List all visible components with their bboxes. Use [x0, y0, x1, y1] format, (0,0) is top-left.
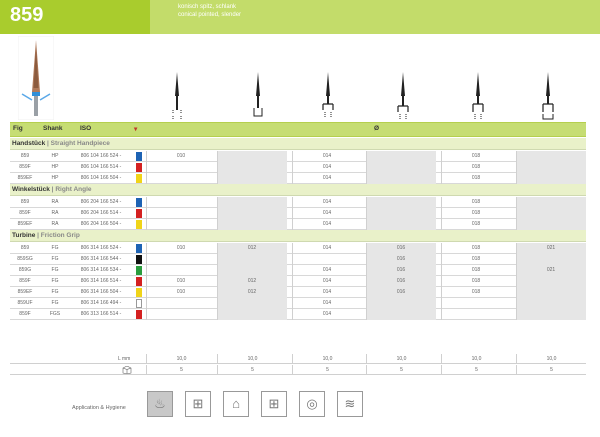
iso-cell: 806 314 166 514 - — [80, 278, 122, 284]
size-cell — [217, 197, 287, 208]
size-value: 014 — [322, 199, 332, 205]
size-value: 014 — [322, 175, 332, 181]
package-icon — [122, 366, 132, 374]
size-cell — [516, 254, 586, 265]
size-cell — [146, 208, 216, 219]
iso-cell: 806 204 166 514 - — [80, 210, 122, 216]
size-value: 018 — [471, 164, 481, 170]
ultrasonic-glyph: ≋ — [344, 396, 356, 411]
size-value: 010 — [176, 278, 186, 284]
color-code-bar — [136, 220, 142, 229]
size-cell — [516, 208, 586, 219]
application-hygiene-label: Application & Hygiene — [72, 405, 126, 411]
iso-cell: 806 104 166 514 - — [80, 164, 122, 170]
instrument-images — [0, 34, 600, 122]
pack-value: 5 — [217, 365, 287, 375]
size-cell — [516, 298, 586, 309]
size-cell — [146, 197, 216, 208]
size-value: 012 — [247, 289, 257, 295]
size-value: 018 — [471, 278, 481, 284]
size-cell — [146, 162, 216, 173]
length-value: 10,0 — [441, 354, 511, 364]
fig-cell: 859G — [18, 267, 32, 273]
section-title: Turbine — [12, 232, 36, 239]
size-value: 010 — [176, 289, 186, 295]
iso-cell: 806 104 166 524 - — [80, 153, 122, 159]
size-cell — [217, 208, 287, 219]
size-cell — [217, 162, 287, 173]
section-subtitle: Friction Grip — [40, 232, 80, 239]
size-cell — [516, 173, 586, 184]
size-cell — [217, 254, 287, 265]
size-cell — [366, 162, 436, 173]
col-shank: Shank — [43, 125, 63, 132]
size-cell — [146, 298, 216, 309]
shank-cell: FG — [51, 278, 59, 284]
product-number: 859 — [10, 4, 44, 26]
pack-value: 5 — [441, 365, 511, 375]
color-code-bar — [136, 163, 142, 172]
size-cell — [217, 309, 287, 320]
section-separator: | — [35, 232, 41, 239]
shank-cell: FG — [51, 289, 59, 295]
color-code-bar — [136, 198, 142, 207]
description-en: conical pointed, slender — [178, 12, 242, 18]
section-title: Winkelstück — [12, 186, 50, 193]
section-header — [10, 184, 586, 196]
shank-cell: RA — [51, 221, 59, 227]
description-de: konisch spitz, schlank — [178, 4, 237, 10]
size-value: 012 — [247, 278, 257, 284]
size-value: 016 — [396, 289, 406, 295]
pack-value: 5 — [366, 365, 436, 375]
bur-silhouette-010-icon — [170, 72, 184, 120]
size-cell — [366, 309, 436, 320]
size-value: 014 — [322, 278, 332, 284]
col-fig: Fig — [13, 125, 23, 132]
size-value: 018 — [471, 289, 481, 295]
fig-cell: 859SG — [17, 256, 33, 262]
size-cell — [516, 219, 586, 230]
size-cell — [366, 208, 436, 219]
size-cell — [441, 298, 511, 309]
size-value: 021 — [546, 245, 556, 251]
table-row — [10, 254, 586, 265]
size-cell — [217, 298, 287, 309]
iso-cell: 806 204 166 524 - — [80, 199, 122, 205]
bur-silhouette-018-icon — [471, 72, 485, 120]
size-cell — [217, 265, 287, 276]
bur-silhouette-014-icon — [321, 72, 335, 120]
color-code-bar — [136, 299, 142, 308]
size-cell — [217, 173, 287, 184]
color-code-bar — [136, 152, 142, 161]
size-value: 014 — [322, 210, 332, 216]
fig-cell: 859EF — [17, 221, 33, 227]
size-cell — [217, 151, 287, 162]
product-number-banner — [0, 0, 150, 34]
color-code-bar — [136, 310, 142, 319]
length-row — [10, 354, 586, 364]
size-value: 012 — [247, 245, 257, 251]
size-value: 010 — [176, 245, 186, 251]
fig-cell: 859F — [19, 164, 31, 170]
bur-silhouette-016-icon — [396, 72, 410, 120]
size-cell — [516, 197, 586, 208]
cleaning-bath-glyph: ◎ — [306, 396, 318, 411]
table-row — [10, 287, 586, 298]
iso-cell: 806 314 166 534 - — [80, 267, 122, 273]
table-row — [10, 243, 586, 254]
table-row — [10, 197, 586, 208]
ultrasonic-icon — [337, 391, 363, 417]
table-row — [10, 309, 586, 320]
size-cell — [366, 173, 436, 184]
table-row — [10, 298, 586, 309]
pack-value: 5 — [516, 365, 586, 375]
color-code-bar — [136, 244, 142, 253]
fig-cell: 859F — [19, 311, 31, 317]
size-value: 018 — [471, 256, 481, 262]
shank-cell: FG — [51, 245, 59, 251]
size-cell — [516, 287, 586, 298]
size-cell — [146, 265, 216, 276]
iso-cell: 806 314 166 494 - — [80, 300, 122, 306]
color-code-bar — [136, 209, 142, 218]
section-separator: | — [49, 186, 56, 193]
size-cell — [146, 219, 216, 230]
size-cell — [516, 276, 586, 287]
fig-cell: 859 — [20, 245, 30, 251]
section-header — [10, 138, 586, 150]
shank-cell: RA — [51, 210, 59, 216]
size-cell — [441, 309, 511, 320]
application-glyph: ♨ — [154, 396, 166, 411]
bur-silhouette-021-icon — [541, 72, 555, 120]
sterilizer-icon — [223, 391, 249, 417]
cleaning-bath-icon — [299, 391, 325, 417]
length-value: 10,0 — [292, 354, 362, 364]
fig-cell: 859UF — [17, 300, 33, 306]
length-value: 10,0 — [366, 354, 436, 364]
color-code-bar — [136, 174, 142, 183]
bur-silhouette-012-icon — [251, 72, 265, 120]
thermo-disinfector-glyph: ⊞ — [268, 396, 280, 411]
iso-cell: 806 313 166 514 - — [80, 311, 122, 317]
col-iso: ISO — [80, 125, 92, 132]
size-value: 018 — [471, 199, 481, 205]
shank-cell: FG — [51, 267, 59, 273]
length-value: 10,0 — [146, 354, 216, 364]
shank-cell: HP — [51, 164, 59, 170]
section-subtitle: Right Angle — [55, 186, 92, 193]
size-value: 016 — [396, 267, 406, 273]
pack-value: 5 — [292, 365, 362, 375]
color-code-icon: ▾ — [134, 126, 138, 133]
column-header-row — [10, 122, 586, 137]
table-row — [10, 173, 586, 184]
application-icon — [147, 391, 173, 417]
size-value: 018 — [471, 175, 481, 181]
size-value: 014 — [322, 153, 332, 159]
size-value: 014 — [322, 245, 332, 251]
size-value: 014 — [322, 311, 332, 317]
size-cell — [146, 254, 216, 265]
product-description-banner — [150, 0, 600, 34]
fig-cell: 859EF — [17, 289, 33, 295]
fig-cell: 859EF — [17, 175, 33, 181]
size-cell — [516, 162, 586, 173]
sterilizer-glyph: ⌂ — [232, 396, 240, 411]
section-header — [10, 230, 586, 242]
pack-value: 5 — [146, 365, 216, 375]
size-value: 014 — [322, 300, 332, 306]
size-cell — [516, 309, 586, 320]
section-title: Handstück — [12, 140, 46, 147]
iso-cell: 806 104 166 504 - — [80, 175, 122, 181]
size-cell — [516, 151, 586, 162]
size-value: 018 — [471, 221, 481, 227]
size-value: 014 — [322, 164, 332, 170]
length-value: 10,0 — [516, 354, 586, 364]
table-row — [10, 265, 586, 276]
size-value: 014 — [322, 267, 332, 273]
length-label: L mm — [118, 356, 131, 362]
shank-cell: HP — [51, 175, 59, 181]
size-value: 016 — [396, 256, 406, 262]
pack-row — [10, 365, 586, 375]
shank-cell: RA — [51, 199, 59, 205]
size-value: 018 — [471, 153, 481, 159]
table-row — [10, 208, 586, 219]
size-value: 014 — [322, 289, 332, 295]
color-code-bar — [136, 277, 142, 286]
section-separator: | — [45, 140, 51, 147]
size-value: 010 — [176, 153, 186, 159]
table-row — [10, 151, 586, 162]
shank-cell: HP — [51, 153, 59, 159]
thermo-disinfector-icon — [185, 391, 211, 417]
iso-cell: 806 314 166 504 - — [80, 289, 122, 295]
color-code-bar — [136, 266, 142, 275]
iso-cell: 806 314 166 544 - — [80, 256, 122, 262]
thermo-disinfector-glyph: ⊞ — [192, 396, 204, 411]
thermo-disinfector-icon — [261, 391, 287, 417]
size-value: 021 — [546, 267, 556, 273]
size-cell — [366, 151, 436, 162]
size-value: 016 — [396, 245, 406, 251]
size-cell — [292, 254, 362, 265]
bur-photo-icon — [18, 36, 54, 120]
color-code-bar — [136, 255, 142, 264]
table-row — [10, 162, 586, 173]
size-cell — [146, 173, 216, 184]
size-value: 014 — [322, 221, 332, 227]
fig-cell: 859 — [20, 153, 30, 159]
table-row — [10, 219, 586, 230]
size-value: 018 — [471, 267, 481, 273]
fig-cell: 859F — [19, 278, 31, 284]
size-cell — [366, 298, 436, 309]
table-row — [10, 276, 586, 287]
size-value: 018 — [471, 245, 481, 251]
size-value: 018 — [471, 210, 481, 216]
shank-cell: FG — [51, 256, 59, 262]
fig-cell: 859 — [20, 199, 30, 205]
color-code-bar — [136, 288, 142, 297]
size-cell — [146, 309, 216, 320]
shank-cell: FGS — [49, 311, 61, 317]
iso-cell: 806 204 166 504 - — [80, 221, 122, 227]
length-value: 10,0 — [217, 354, 287, 364]
col-diameter: Ø — [374, 125, 380, 132]
shank-cell: FG — [51, 300, 59, 306]
size-cell — [366, 219, 436, 230]
size-cell — [217, 219, 287, 230]
size-cell — [366, 197, 436, 208]
iso-cell: 806 314 166 524 - — [80, 245, 122, 251]
fig-cell: 859F — [19, 210, 31, 216]
size-value: 016 — [396, 278, 406, 284]
section-subtitle: Straight Handpiece — [50, 140, 110, 147]
